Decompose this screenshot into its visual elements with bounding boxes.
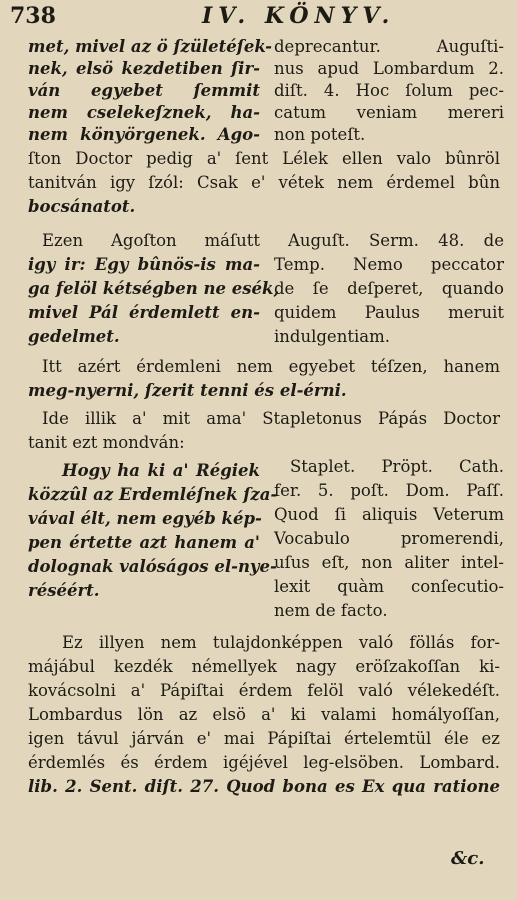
- text-line: igy ir: Egy bûnös-is ma-: [28, 255, 260, 274]
- text-line: pen értette azt hanem a': [28, 533, 260, 552]
- text-line: Itt azért érdemleni nem egyebet téſzen, hanem: [42, 357, 500, 376]
- text-line: Hogy ha ki a' Régiek: [62, 461, 260, 480]
- margin-citation-line: catum veniam mereri: [274, 103, 504, 122]
- text-line: lib. 2. Sent. diſt. 27. Quod bona es Ex qua ratione: [28, 777, 500, 796]
- margin-citation-line: diſt. 4. Hoc ſolum pec-: [274, 81, 504, 100]
- margin-citation-line: non poteſt.: [274, 125, 366, 144]
- margin-citation-line: deprecantur. Auguſti-: [274, 37, 504, 56]
- text-line: érdemlés és érdem igéjével leg-elsöben. Lombard.: [28, 753, 500, 772]
- text-line: réséért.: [28, 581, 100, 600]
- margin-citation-line: Quod ſi aliquis Veterum: [274, 505, 504, 524]
- text-line: dolognak valóságos el-nye-: [28, 557, 277, 576]
- running-title: IV. KÖNYV.: [202, 3, 396, 29]
- text-line: mivel Pál érdemlett en-: [28, 303, 260, 322]
- text-line: Ide illik a' mit ama' Stapletonus Pápás Doctor: [42, 409, 500, 428]
- text-line: bocsánatot.: [28, 197, 136, 216]
- margin-citation-line: lexit quàm conſecutio-: [274, 577, 504, 596]
- text-line: ſton Doctor pedig a' ſent Lélek ellen valo bûnröl: [28, 149, 500, 168]
- text-line: ván egyebet ſemmit: [28, 81, 260, 100]
- text-line: tanitván igy ſzól: Csak e' vétek nem érdemel bûn: [28, 173, 500, 192]
- text-line: ga felöl kétségben ne esék,: [28, 279, 280, 298]
- text-line: kovácsolni a' Pápiſtai érdem felöl való vélekedéſt.: [28, 681, 500, 700]
- text-line: nek, elsö kezdetiben ſir-: [28, 59, 260, 78]
- text-line: májábul kezdék némellyek nagy eröſzakoſſan ki-: [28, 657, 500, 676]
- margin-citation-line: quidem Paulus meruit: [274, 303, 504, 322]
- text-line: nem cselekeſznek, ha-: [28, 103, 260, 122]
- margin-citation-line: de ſe deſperet, quando: [274, 279, 504, 298]
- page-number: 738: [10, 3, 56, 29]
- text-line: közzûl az Erdemléſnek ſza-: [28, 485, 278, 504]
- text-line: Ezen Agoſton máſutt: [42, 231, 260, 250]
- margin-citation-line: Staplet. Pröpt. Cath.: [290, 457, 504, 476]
- catchword: &c.: [451, 848, 485, 869]
- text-line: vával élt, nem egyéb kép-: [28, 509, 262, 528]
- text-line: tanit ezt mondván:: [28, 433, 185, 452]
- page-header: [10, 3, 510, 33]
- margin-citation-line: Vocabulo promerendi,: [274, 529, 504, 548]
- text-line: meg-nyerni, ſzerit tenni és el-érni.: [28, 381, 347, 400]
- text-line: gedelmet.: [28, 327, 120, 346]
- margin-citation-line: Temp. Nemo peccator: [274, 255, 504, 274]
- text-line: Ez illyen nem tulajdonképpen való föllás for-: [62, 633, 500, 652]
- margin-citation-line: nem de facto.: [274, 601, 388, 620]
- text-line: met, mivel az ö ſzületéſek-: [28, 37, 273, 56]
- text-line: nem könyörgenek. Ago-: [28, 125, 260, 144]
- margin-citation-line: uſus eſt, non aliter intel-: [274, 553, 504, 572]
- margin-citation-line: fer. 5. poſt. Dom. Paſſ.: [274, 481, 504, 500]
- text-line: igen távul járván e' mai Pápiſtai értelemtül éle ez: [28, 729, 500, 748]
- margin-citation-line: indulgentiam.: [274, 327, 390, 346]
- margin-citation-line: Auguſt. Serm. 48. de: [288, 231, 504, 250]
- text-line: Lombardus lön az elsö a' ki valami homályoſſan,: [28, 705, 500, 724]
- margin-citation-line: nus apud Lombardum 2.: [274, 59, 504, 78]
